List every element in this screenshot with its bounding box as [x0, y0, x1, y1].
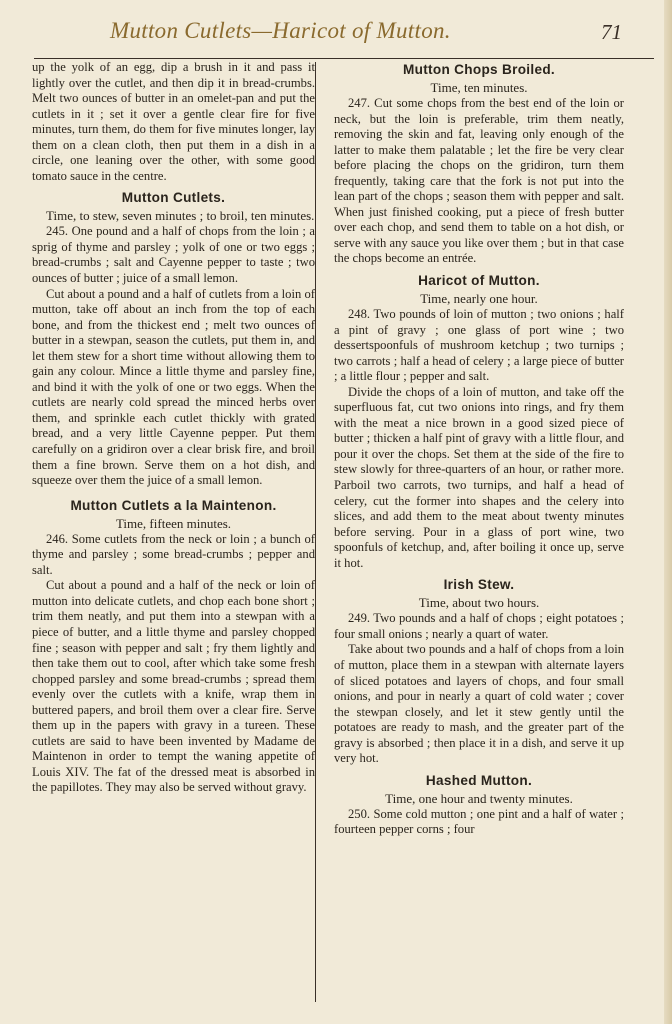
running-title: Mutton Cutlets—Haricot of Mutton.: [110, 18, 451, 43]
recipe-paragraph: 247. Cut some chops from the best end of the loin or neck, but the loin is preferable, trim them neatly, removing the skin and fat, leaving only enough of the latter to make them palatable ; let the fire be very clear before placing the chops on the gridiron, turn them frequently, taking care that the fork is not put into the lean part of the chops ; season them with pepper and salt. When just finished cooking, put a piece of fresh butter over each chop, and send them to table on a hot dish, or serve with any sauce you like over them ; but in that case the chops become an entrée.: [334, 96, 624, 266]
header-rule: [34, 58, 654, 59]
cooking-time: Time, fifteen minutes.: [115, 515, 232, 531]
section-heading: Mutton Cutlets a la Maintenon.: [70, 497, 277, 513]
section-heading: Mutton Cutlets.: [121, 190, 226, 206]
cooking-time: Time, about two hours.: [418, 595, 540, 611]
recipe-paragraph: 248. Two pounds of loin of mutton ; two onions ; half a pint of gravy ; one glass of port wine ; two dessertspoonfuls of mushroom ketchup ; two turnips ; two carrots ; half a head of celery ; a large piece of butter ; a little flour ; pepper and salt.: [334, 307, 624, 384]
section-heading: Haricot of Mutton.: [418, 273, 540, 289]
recipe-paragraph: 246. Some cutlets from the neck or loin ; a bunch of thyme and parsley ; some bread-crumbs ; pepper and salt.: [32, 531, 315, 577]
section-heading: Mutton Chops Broiled.: [402, 62, 556, 77]
column-divider: [315, 62, 316, 1002]
page-number: 71: [601, 20, 622, 44]
left-column: [32, 60, 315, 796]
page-edge: [664, 0, 672, 1024]
recipe-paragraph: Take about two pounds and a half of chops from a loin of mutton, place them in a stewpan with alternate layers of sliced potatoes and layers of chops, and four small onions, and pour in nearly a quart of cold water ; cover the stewpan closely, and let it stew gently until the potatoes are ready to mash, and the greater part of the gravy is absorbed ; then place it in a dish, and serve it up very hot.: [334, 642, 624, 766]
recipe-paragraph: 249. Two pounds and a half of chops ; eight potatoes ; four small onions ; nearly a quart of water.: [334, 611, 624, 641]
intro-paragraph: up the yolk of an egg, dip a brush in it and pass it lightly over the cutlet, and then dip it in bread-crumbs. Melt two ounces of butter in an omelet-pan and put the cutlets in it ; set it over a gentle clear fire for five minutes, turn them, do them for five minutes longer, lay them on a clean cloth, then put them in a dish in a circle, one leaning over the other, with some good tomato sauce in the centre.: [32, 60, 315, 183]
right-column: [334, 60, 624, 838]
section-heading: Hashed Mutton.: [425, 772, 533, 788]
recipe-paragraph: Cut about a pound and a half of cutlets from a loin of mutton, take off about an inch from the top of each bone, and from the thickest end ; melt two ounces of butter in a stewpan, season the cutlets, put them in, and let them stew for a short time without allowing them to gain any colour. Mince a little thyme and parsley fine, and bind it with the yolk of one or two eggs. When the cutlets are nearly cold spread the minced herbs over them, and sprinkle each cutlet thickly with grated bread, and a very little Cayenne pepper. Put them carefully on a gridiron over a clear brisk fire, and broil them a fine brown. Serve them on a hot dish, and squeeze over them the juice of a small lemon.: [32, 286, 315, 488]
section-heading: Irish Stew.: [443, 577, 515, 593]
cooking-time: Time, one hour and twenty minutes.: [385, 790, 573, 806]
page-header: [0, 10, 672, 50]
recipe-paragraph: Cut about a pound and a half of the neck or loin of mutton into delicate cutlets, and chop each bone short ; trim them neatly, and put them into a stewpan with a piece of butter, and a little thyme and parsley chopped fine ; season with pepper and salt ; fry them lightly and then take them out to cool, after which take some fresh chopped parsley and some bread-crumbs ; spread them evenly over the cutlets with a knife, wrap them in buttered papers, and broil them over a clear fire. Serve them up in the papers with gravy in a tureen. These cutlets are said to have been invented by Madame de Maintenon in order to tempt the waning appetite of Louis XIV. The fat of the dressed meat is absorbed in the papillotes. They may also be served without gravy.: [32, 578, 315, 795]
cooking-time: Time, ten minutes.: [430, 80, 528, 95]
cooking-time: Time, nearly one hour.: [420, 291, 538, 307]
recipe-paragraph: 245. One pound and a half of chops from the loin ; a sprig of thyme and parsley ; yolk of one or two eggs ; bread-crumbs ; salt and Cayenne pepper to taste ; two ounces of butter ; juice of a small lemon.: [32, 224, 315, 286]
recipe-paragraph: Divide the chops of a loin of mutton, and take off the superfluous fat, cut two onions into rings, and fry them with the meat a nice brown in a good sized piece of butter ; thicken a half pint of gravy with a little flour, and pour it over the chops. Set them at the side of the fire to stew slowly for three-quarters of an hour, or rather more. Parboil two carrots, two turnips, and half a head of celery, cut the former into shapes and the celery into slices, and add them to the meat about twenty minutes before serving. Pour in a glass of port wine, two spoonfuls of ketchup, and, after boiling it once up, serve it hot.: [334, 384, 624, 570]
recipe-paragraph: 250. Some cold mutton ; one pint and a half of water ; fourteen pepper corns ; four: [334, 806, 624, 837]
cooking-time: Time, to stew, seven minutes ; to broil, ten minutes.: [46, 208, 315, 224]
